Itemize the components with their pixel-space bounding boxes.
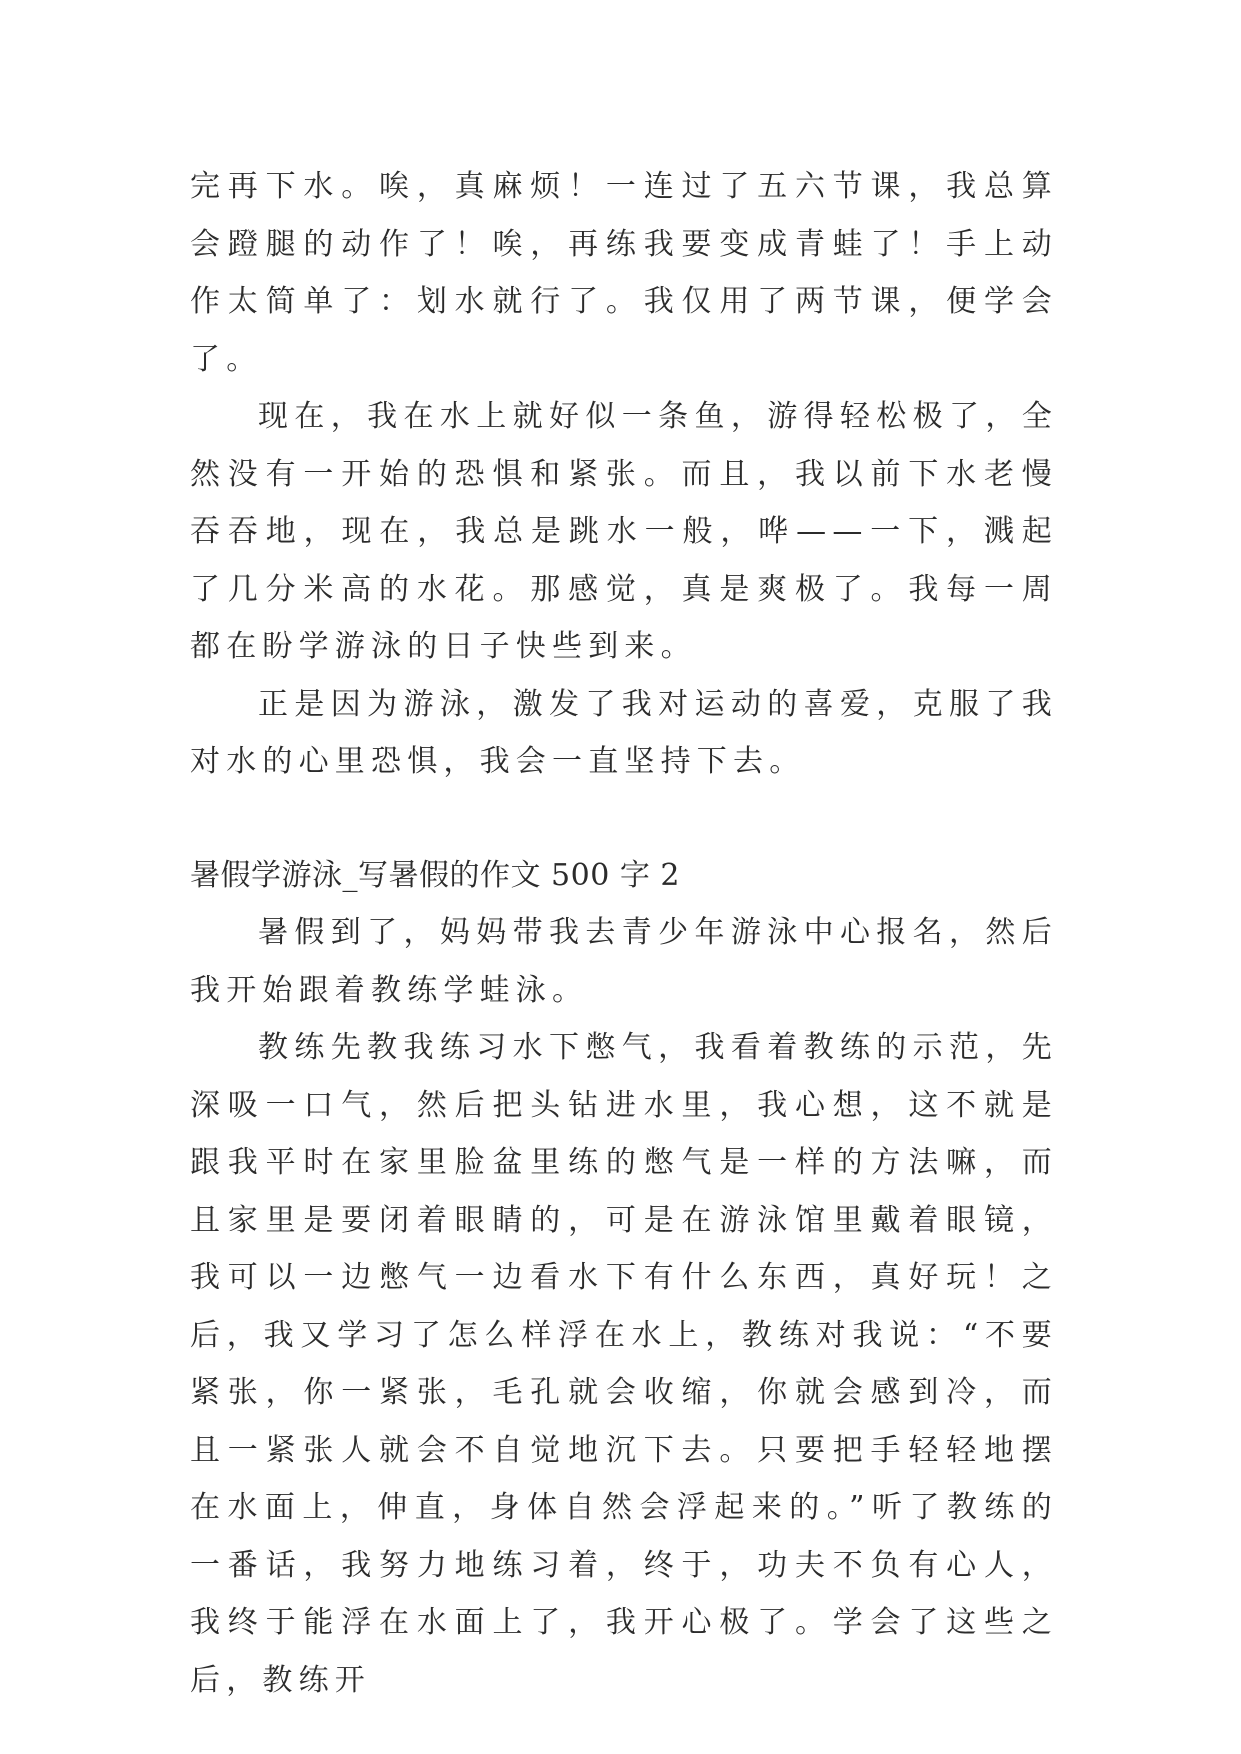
section-spacer <box>190 791 1058 847</box>
paragraph-continued: 完再下水。唉，真麻烦！一连过了五六节课，我总算会蹬腿的动作了！唉，再练我要变成青蛙了！手上动作太简单了：划水就行了。我仅用了两节课，便学会了。 <box>190 169 1058 377</box>
paragraph-summer-signup: 暑假到了，妈妈带我去青少年游泳中心报名，然后我开始跟着教练学蛙泳。 <box>190 915 1058 1008</box>
paragraph-coach-lesson: 教练先教我练习水下憋气，我看着教练的示范，先深吸一口气，然后把头钻进水里，我心想，这不就是跟我平时在家里脸盆里练的憋气是一样的方法嘛，而且家里是要闭着眼睛的，可是在游泳馆里戴着眼镜，我可以一边憋气一边看水下有什么东西，真好玩！之后，我又学习了怎么样浮在水上，教练对我说：“不要紧张，你一紧张，毛孔就会收缩，你就会感到冷，而且一紧张人就会不自觉地沉下去。只要把手轻轻地摆在水面上，伸直，身体自然会浮起来的。”听了教练的一番话，我努力地练习着，终于，功夫不负有心人，我终于能浮在水面上了，我开心极了。学会了这些之后，教练开 <box>190 1030 1058 1698</box>
section-title: 暑假学游泳_写暑假的作文 500 字 2 <box>190 857 680 893</box>
document-body <box>190 158 1058 1709</box>
paragraph-conclusion: 正是因为游泳，激发了我对运动的喜爱，克服了我对水的心里恐惧，我会一直坚持下去。 <box>190 686 1058 779</box>
paragraph-swimming-now: 现在，我在水上就好似一条鱼，游得轻松极了，全然没有一开始的恐惧和紧张。而且，我以前下水老慢吞吞地，现在，我总是跳水一般，哗——一下，溅起了几分米高的水花。那感觉，真是爽极了。我每一周都在盼学游泳的日子快些到来。 <box>190 399 1058 664</box>
